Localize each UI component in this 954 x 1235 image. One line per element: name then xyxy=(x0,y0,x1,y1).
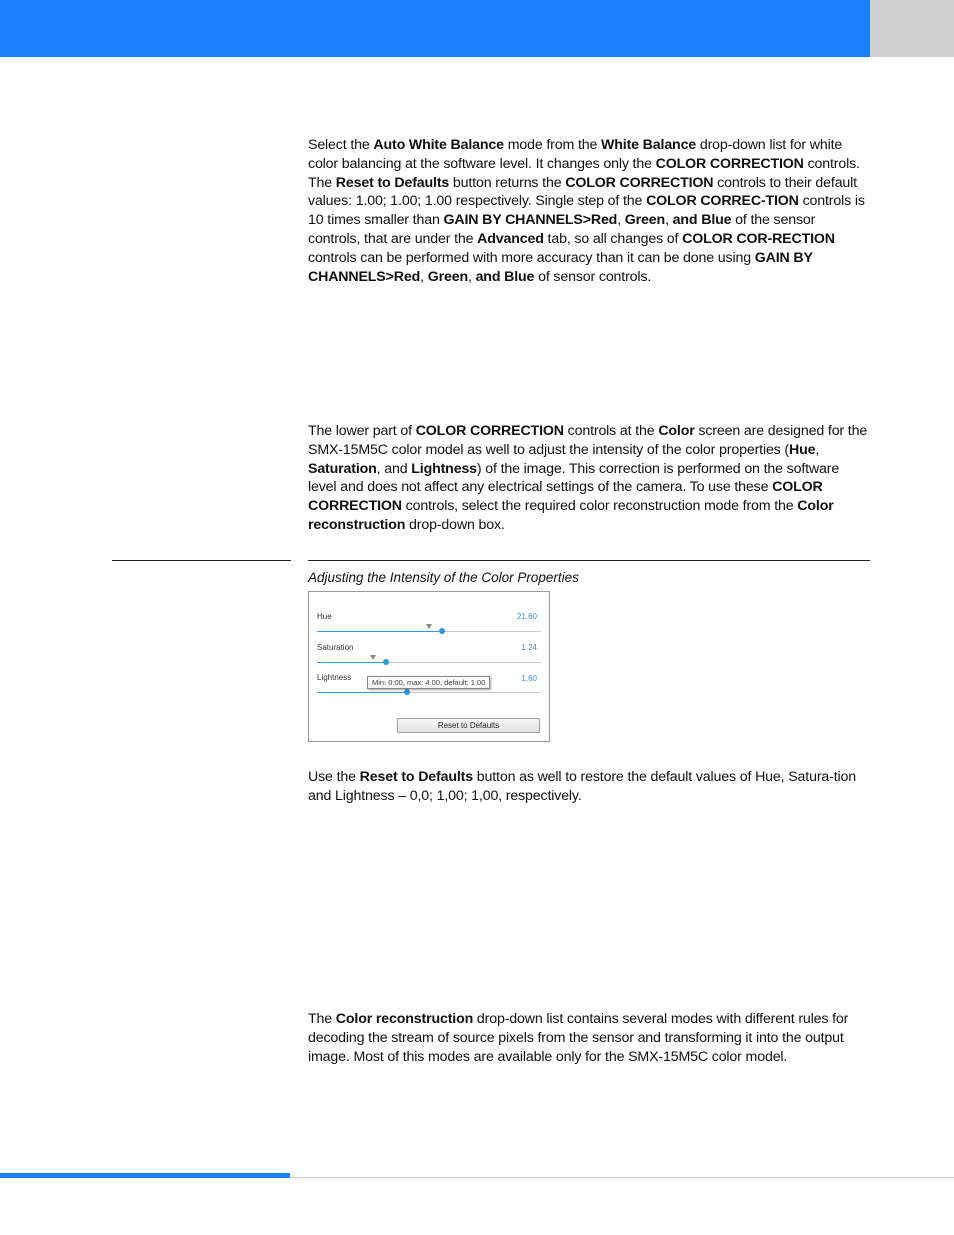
paragraph-color-correction xyxy=(308,422,870,535)
bold-term: and Blue xyxy=(672,212,732,229)
text-run: , xyxy=(665,212,673,229)
saturation-label: Saturation xyxy=(317,643,354,652)
reset-to-defaults-button[interactable]: Reset to Defaults xyxy=(397,718,540,733)
bold-term: and Blue xyxy=(475,268,535,285)
paragraph-auto-white-balance xyxy=(308,136,870,286)
text-run: drop-down list contains several modes with different rules for decoding the stream of source pixels from the sensor and transforming it into the output image. Most of this modes are available only for the SMX-15M5C color model. xyxy=(308,1011,849,1065)
hue-default-marker xyxy=(426,624,432,629)
saturation-default-marker xyxy=(370,655,376,660)
hue-fill xyxy=(317,631,442,632)
footer-accent-bar xyxy=(0,1173,290,1178)
hue-label: Hue xyxy=(317,612,332,621)
bold-term: Color xyxy=(658,423,695,439)
lightness-value: 1.60 xyxy=(521,674,537,683)
text-run: mode from the xyxy=(503,137,602,153)
bold-term: Reset to Defaults xyxy=(335,174,450,191)
paragraph-reset-defaults xyxy=(308,768,870,806)
bold-term: Hue xyxy=(789,441,816,458)
text-run: , xyxy=(467,268,476,285)
text-run: button as well to restore the default values of Hue, Satura-tion and Lightness – 0,0; 1,00; 1,00, respectively. xyxy=(308,769,856,804)
text-run: controls can be performed with more accuracy than it can be done using xyxy=(308,249,755,266)
text-run: of the sensor controls, that are under the xyxy=(308,212,816,247)
bold-term: COLOR COR-RECTION xyxy=(682,230,835,247)
footer-divider xyxy=(290,1177,954,1178)
text-run: drop-down list for white color balancing at the software level. It changes only the xyxy=(308,137,843,172)
bold-term: Green xyxy=(427,268,468,285)
bold-term: Auto White Balance xyxy=(373,137,504,153)
saturation-knob[interactable] xyxy=(383,659,389,665)
text-run: of sensor controls. xyxy=(534,268,652,285)
bold-term: Saturation xyxy=(308,460,377,477)
text-run: controls at the xyxy=(563,423,659,439)
bold-term: Lightness xyxy=(411,460,477,477)
text-run: Use the xyxy=(308,769,360,785)
text-run: , xyxy=(815,441,820,458)
text-run: Select the xyxy=(308,137,374,153)
text-run: button returns the xyxy=(449,174,566,191)
text-run: controls is 10 times smaller than xyxy=(308,193,865,229)
hue-value: 21.60 xyxy=(516,612,537,621)
lightness-knob[interactable] xyxy=(404,689,410,695)
lightness-fill xyxy=(317,692,407,693)
color-properties-panel xyxy=(308,591,550,742)
bold-term: COLOR CORRECTION xyxy=(415,423,564,439)
text-run: controls, select the required color reconstruction mode from the xyxy=(401,498,798,515)
text-run: , xyxy=(617,212,625,229)
text-run: controls to their default values: 1.00; 1.00; 1.00 respectively. Single step of the xyxy=(308,174,857,210)
header-bar xyxy=(0,0,870,57)
bold-term: COLOR CORRECTION xyxy=(655,155,804,172)
text-run: drop-down box. xyxy=(405,516,505,533)
text-run: screen are designed for the SMX-15M5C color model as well to adjust the intensity of the color properties ( xyxy=(308,423,868,458)
hue-knob[interactable] xyxy=(439,628,445,634)
lightness-tooltip: Min: 0.00, max: 4.00, default: 1.00 xyxy=(367,676,490,689)
saturation-fill xyxy=(317,662,386,663)
bold-term: Advanced xyxy=(477,230,544,247)
bold-term: Reset to Defaults xyxy=(359,769,473,785)
text-run: tab, so all changes of xyxy=(543,230,683,247)
saturation-value: 1.24 xyxy=(521,643,537,652)
paragraph-color-reconstruction xyxy=(308,1010,870,1066)
bold-term: Color reconstruction xyxy=(335,1011,474,1027)
bold-term: White Balance xyxy=(601,137,697,153)
bold-term: COLOR CORRECTION xyxy=(565,174,714,191)
text-run: controls. The xyxy=(308,155,860,191)
bold-term: GAIN BY CHANNELS>Red xyxy=(443,212,618,229)
text-run: , and xyxy=(376,460,412,477)
text-run: ) of the image. This correction is performed on the software level and does not affect any electrical settings of the camera. To use these xyxy=(308,460,840,496)
lightness-label: Lightness xyxy=(317,673,352,682)
bold-term: Color reconstruction xyxy=(308,498,834,533)
section-rule-left xyxy=(112,560,291,561)
figure-caption: Adjusting the Intensity of the Color Properties xyxy=(308,570,579,585)
text-run: The xyxy=(308,1011,336,1027)
bold-term: Green xyxy=(624,212,666,229)
bold-term: COLOR CORREC-TION xyxy=(646,193,799,210)
section-rule-right xyxy=(308,560,870,561)
text-run: The lower part of xyxy=(308,423,416,439)
bold-term: COLOR CORRECTION xyxy=(308,479,823,515)
header-page-tab xyxy=(870,0,954,57)
text-run: , xyxy=(420,268,428,285)
bold-term: GAIN BY CHANNELS>Red xyxy=(308,249,813,285)
